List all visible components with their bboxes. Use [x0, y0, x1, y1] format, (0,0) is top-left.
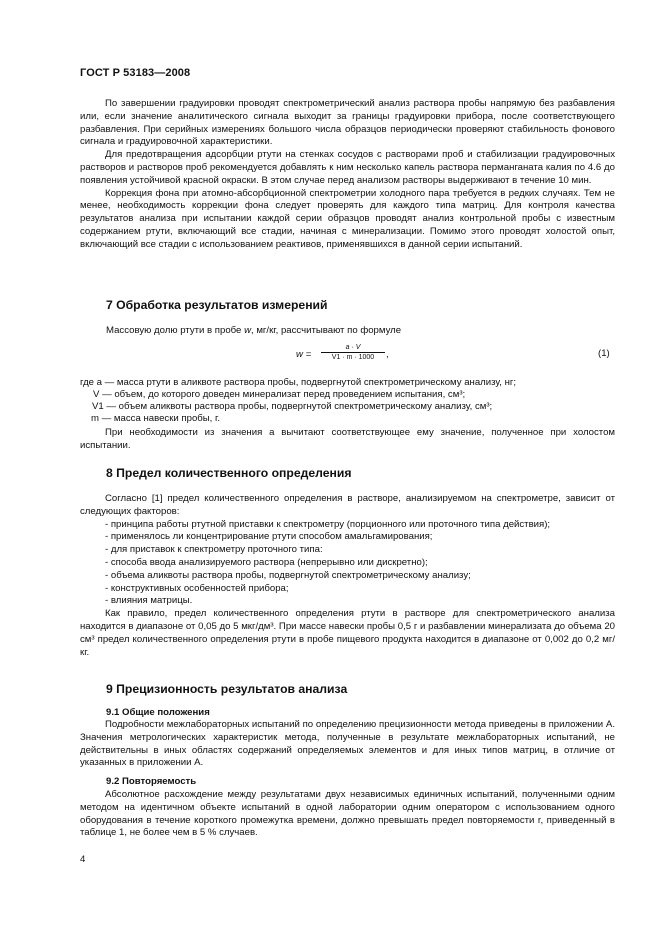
subsection-9-2-text: Абсолютное расхождение между результатами двух независимых единичных испытаний, полученными одним методом на идентичном объекте испытаний в одной лаборатории одним оператором с использованием одного оборудования в течение короткого промежутка времени, должно превышать предел повторяемости r, приведенный в таблице 1, не более чем в 5 % случаев.	[80, 789, 615, 839]
formula-fraction	[321, 343, 385, 363]
intro-paragraph-2: Для предотвращения адсорбции ртути на стенках сосудов с растворами проб и стабилизации градуировочных растворов и растворов проб рекомендуется добавлять к ним несколько капель раствора перманганата калия по 4.6 до появления устойчивой красной окраски. В этом случае перед анализом растворы выдерживают в течение 10 мин.	[80, 149, 615, 186]
list-item: - применялось ли концентрирование ртути способом амальгамирования;	[105, 531, 433, 543]
where-line-4: m — масса навески пробы, г.	[91, 413, 220, 424]
where-line-3: V1 — объем аликвоты раствора пробы, подвергнутой спектрометрическому анализу, см³;	[92, 401, 493, 412]
page-number: 4	[80, 854, 86, 865]
equation-number: (1)	[598, 348, 610, 359]
list-item: - способа ввода анализируемого раствора (непрерывно или дискретно);	[105, 556, 428, 568]
formula-denominator: V1 · m · 1000	[321, 352, 385, 363]
intro-paragraph-1: По завершении градуировки проводят спектрометрический анализ раствора пробы напрямую без разбавления или, если значение аналитического сигнала выходит за границы градуировки прибора, после соответствующего разбавления. При серийных измерениях большого числа образцов периодически проверяют стабильность фонового сигнала и градуировочной характеристики.	[80, 98, 615, 148]
list-item: - конструктивных особенностей прибора;	[105, 582, 289, 594]
formula-lead	[106, 325, 641, 338]
subsection-9-1-text: Подробности межлабораторных испытаний по определению прецизионности метода приведены в приложении А. Значения метрологических характеристик метода, полученные в результате межлабораторных испытаний, не действительны в иных областях содержаний определяемых элементов и для иных типов матриц, в отличие от указанных в приложении А.	[80, 719, 615, 769]
section-8-closing: Как правило, предел количественного определения ртути в растворе для спектрометрического анализа находится в диапазоне от 0,05 до 5 мкг/дм³. При массе навески пробы 0,5 г и разбавлении минерализата до объема 20 см³ предел количественного определения ртути в пробе пищевого продукта находится в диапазоне от 0,002 до 0,2 мг/кг.	[80, 608, 615, 658]
subsection-9-1-heading: 9.1 Общие положения	[106, 707, 210, 718]
blank-note	[80, 427, 615, 453]
section-8-heading: 8 Предел количественного определения	[106, 466, 352, 480]
factor-list	[80, 519, 615, 609]
formula-lead-tail: , мг/кг, рассчитывают по формуле	[251, 325, 402, 336]
list-item: - для приставок к спектрометру проточного типа:	[105, 544, 323, 556]
list-item: - влияния матрицы.	[105, 595, 193, 607]
section-8-lead: Согласно [1] предел количественного определения в растворе, анализируемом на спектрометре, зависит от следующих факторов:	[80, 493, 615, 517]
subsection-9-1-body	[80, 719, 615, 770]
blank-note-text: При необходимости из значения a вычитают соответствующее ему значение, полученное при холостом испытании.	[80, 427, 615, 451]
section-9-heading: 9 Прецизионность результатов анализа	[106, 682, 348, 696]
where-line-1: где a — масса ртути в аликвоте раствора пробы, подвергнутой спектрометрическому анализу, нг;	[80, 377, 517, 388]
formula-lead-text: Массовую долю ртути в пробе	[106, 325, 242, 336]
section-8-body	[80, 493, 615, 659]
subsection-9-2-heading: 9.2 Повторяемость	[106, 776, 197, 787]
subsection-9-2-body	[80, 789, 615, 840]
list-item: - объема аликвоты раствора пробы, подвергнутой спектрометрическому анализу;	[105, 569, 471, 581]
formula-lead-variable: w	[244, 325, 251, 336]
where-line-2: V — объем, до которого доведен минерализат перед проведением испытания, см³;	[93, 389, 466, 400]
formula-numerator: a · V	[345, 344, 361, 351]
formula-lhs: w =	[296, 349, 312, 360]
standard-header: ГОСТ Р 53183—2008	[80, 67, 191, 79]
section-7-heading: 7 Обработка результатов измерений	[106, 298, 328, 312]
intro-paragraph-3: Коррекция фона при атомно-абсорбционной спектрометрии холодного пара требуется в редких случаях. Тем не менее, необходимость коррекции фона следует проверять для каждого типа матриц. Для контроля качества результатов анализа при испытании каждой серии образцов проводят анализ контрольной пробы с известным содержанием ртути, включающий все стадии, начиная с минерализации. Помимо этого проводят холостой опыт, включающий все стадии с использованием реактивов, применявшихся в данной серии испытаний.	[80, 187, 615, 250]
formula-tail: ,	[386, 349, 389, 360]
intro-text	[80, 98, 615, 252]
list-item: - принципа работы ртутной приставки к спектрометру (порционного или проточного типа действия);	[105, 518, 551, 530]
